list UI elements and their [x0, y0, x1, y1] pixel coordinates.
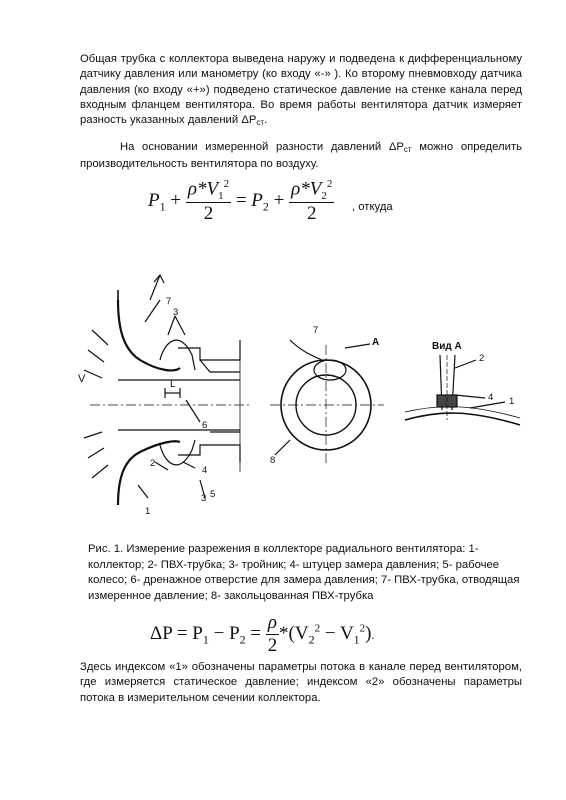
label-a: A — [372, 337, 380, 348]
label-4: 4 — [202, 465, 208, 476]
formula-subscript: 1 — [353, 632, 360, 647]
formula-term: *(V — [279, 622, 309, 644]
figure-ring-view — [270, 340, 384, 465]
formula-denominator: 2 — [267, 635, 278, 656]
label-3-top: 3 — [173, 307, 179, 318]
figure-side-section — [84, 275, 250, 505]
paragraph-text: Общая трубка с коллектора выведена наружу и подведена к дифференциальному датчику давления или манометру (ко входу «-» ). Ко второму пневмовходу датчика давления (ко входу «+») подведено статическое давление на стенке канала перед входным фланцем вентилятора. Во время работы вентилятора датчик измеряет разность указанных давлений ΔP — [80, 53, 522, 127]
formula-term: ΔP = P — [150, 622, 203, 644]
formula-term: P — [251, 189, 263, 211]
formula-subscript: 1 — [202, 632, 209, 647]
formula-operator: + — [273, 189, 285, 211]
paragraph-text-end: . — [264, 114, 268, 127]
formula-numerator: ρ*V — [187, 178, 219, 200]
formula-superscript: 2 — [223, 178, 230, 190]
subscript-st: ст — [256, 118, 265, 128]
formula-subscript: 2 — [308, 632, 315, 647]
label-2-left: 2 — [150, 458, 156, 469]
label-4-right: 4 — [488, 392, 494, 403]
formula-term: − V — [320, 622, 354, 644]
formula-denominator: 2 — [306, 203, 317, 225]
formula-term: ) — [365, 622, 372, 644]
paragraph-text-end: можно определить производительность вентилятора по воздуху. — [80, 141, 522, 171]
formula-fraction — [266, 612, 279, 657]
formula-operator: = — [245, 622, 266, 644]
formula-subscript: 2 — [321, 190, 327, 203]
label-8: 8 — [270, 455, 276, 466]
label-1-left: 1 — [145, 506, 151, 517]
label-v: V — [78, 373, 86, 385]
formula-term: P — [148, 189, 160, 211]
formula-superscript: 2 — [326, 178, 333, 190]
paragraph-text: На основании измеренной разности давлений ΔP — [120, 141, 404, 153]
formula-subscript: 1 — [218, 190, 224, 203]
delta-p-formula — [150, 612, 375, 657]
formula-operator: + — [170, 189, 182, 211]
formula-dot: . — [371, 627, 375, 642]
label-2-right: 2 — [479, 353, 485, 364]
formula-subscript: 2 — [239, 632, 246, 647]
formula-numerator: ρ*V — [291, 178, 322, 200]
label-1-right: 1 — [509, 396, 515, 407]
formula-superscript: 2 — [359, 622, 366, 635]
formula-trailing-text: , откуда — [352, 201, 393, 213]
label-7-left: 7 — [166, 296, 172, 307]
formula-subscript: 1 — [159, 199, 166, 214]
label-6: 6 — [202, 420, 208, 431]
label-view-a: Вид А — [432, 341, 462, 352]
label-7-ring: 7 — [313, 325, 319, 336]
formula-term: − P — [208, 622, 240, 644]
figure-view-a — [405, 355, 520, 425]
label-3-bottom: 3 — [201, 493, 207, 504]
paragraph-index-explanation: Здесь индексом «1» обозначены параметры потока в канале перед вентилятором, где измеряется статическое давление; индексом «2» обозначены параметры потока в измерительном сечении коллектора. — [80, 661, 522, 704]
formula-superscript: 2 — [314, 622, 321, 635]
formula-operator: = — [235, 189, 247, 211]
label-5: 5 — [210, 489, 216, 500]
formula-numerator: ρ — [267, 612, 278, 633]
formula-denominator: 2 — [203, 203, 214, 225]
figure-caption: Рис. 1. Измерение разрежения в коллекторе радиального вентилятора: 1- коллектор; 2- ПВХ-трубка; 3- тройник; 4- штуцер замера давления; 5- рабочее колесо; 6- дренажное отверстие для замера давления; 7- ПВХ-трубка, отводящая измеренное давление; 8- закольцованная ПВХ-трубка — [88, 543, 520, 602]
subscript-st: ст — [403, 145, 412, 154]
label-l: L — [170, 379, 176, 390]
formula-subscript: 2 — [262, 199, 269, 214]
